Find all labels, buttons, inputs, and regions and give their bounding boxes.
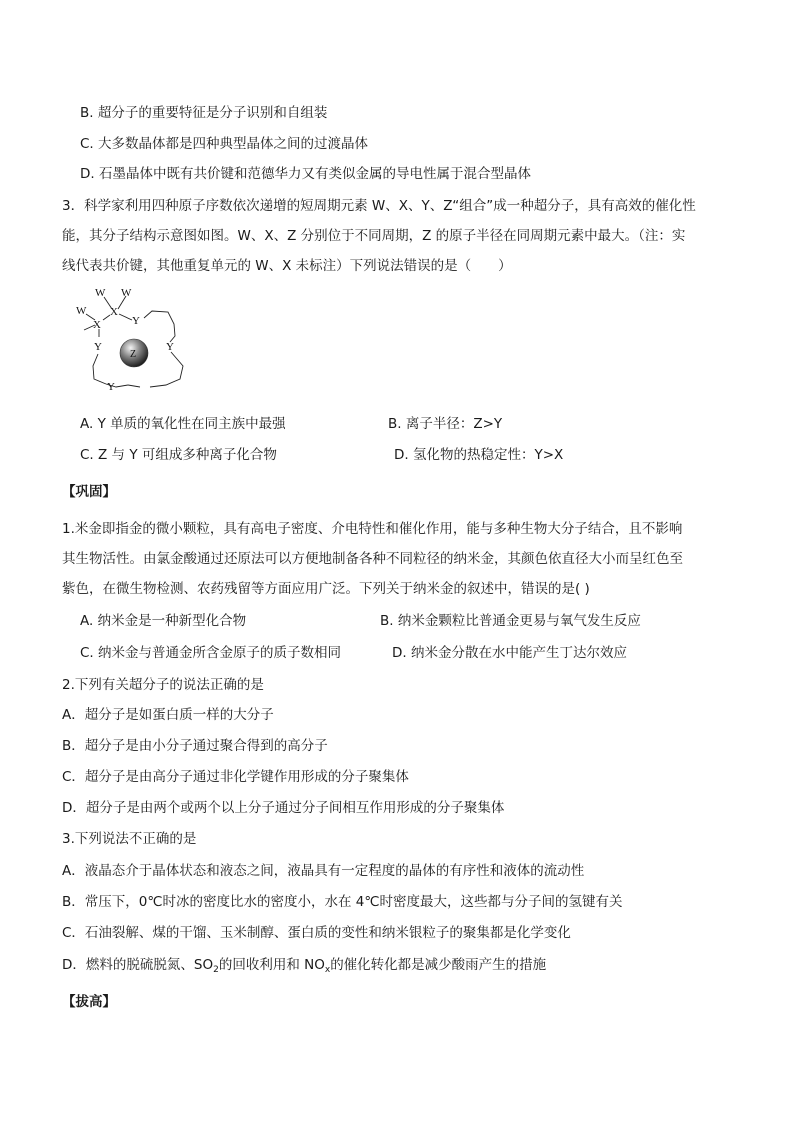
q3-stem-line2: 能，其分子结构示意图如图。W、X、Z 分别位于不同周期，Z 的原子半径在同周期元素中最大。（注：实 [62,228,686,244]
g1-option-c: C. 纳米金与普通金所含金原子的质子数相同 [80,645,342,661]
g1-option-a: A. 纳米金是一种新型化合物 [80,613,247,629]
q3-stem-line1: 3．科学家利用四种原子序数依次递增的短周期元素 W、X、Y、Z“组合”成一种超分子，具有高效的催化性 [62,198,696,214]
g3-option-b: B．常压下，0℃时冰的密度比水的密度小，水在 4℃时密度最大，这些都与分子间的氢键有关 [62,894,623,910]
atom-y-left: Y [94,341,102,353]
g3-stem: 3.下列说法不正确的是 [62,831,197,847]
g1-stem-line1: 1.米金即指金的微小颗粒，具有高电子密度、介电特性和催化作用，能与多种生物大分子结合，且不影响 [62,521,683,537]
g1-stem-line3: 紫色，在微生物检测、农药残留等方面应用广泛。下列关于纳米金的叙述中，错误的是( ) [62,581,590,597]
atom-y-right: Y [166,341,174,353]
section-heading-gonggu: 【巩固】 [62,484,116,500]
q3-stem-line3: 线代表共价键，其他重复单元的 W、X 未标注）下列说法错误的是（ ） [62,258,512,274]
g2-option-c: C．超分子是由高分子通过非化学键作用形成的分子聚集体 [62,769,409,785]
q3-option-d: D. 氢化物的热稳定性：Y>X [394,447,564,463]
supramolecule-structure-figure [68,284,198,402]
q3-option-a: A. Y 单质的氧化性在同主族中最强 [80,416,286,432]
q2-option-c: C. 大多数晶体都是四种典型晶体之间的过渡晶体 [80,136,369,152]
g1-stem-line2: 其生物活性。由氯金酸通过还原法可以方便地制备各种不同粒径的纳米金，其颜色依直径大小而呈红色至 [62,551,683,567]
atom-y-upper: Y [132,315,140,327]
g3-option-a: A．液晶态介于晶体状态和液态之间，液晶具有一定程度的晶体的有序性和液体的流动性 [62,863,585,879]
atom-x-1: X [110,306,118,318]
q2-option-b: B. 超分子的重要特征是分子识别和自组装 [80,105,328,121]
g2-option-b: B．超分子是由小分子通过聚合得到的高分子 [62,738,328,754]
q3-option-b: B. 离子半径：Z>Y [388,416,503,432]
g2-stem: 2.下列有关超分子的说法正确的是 [62,677,264,693]
q3-option-c: C. Z 与 Y 可组成多种离子化合物 [80,447,277,463]
atom-y-lower: Y [107,381,115,393]
g1-option-b: B. 纳米金颗粒比普通金更易与氧气发生反应 [380,613,641,629]
g3-option-d: D．燃料的脱硫脱氮、$SO_2$的回收利用和 $NO_x$的催化转化都是减少酸雨产生的措施 [62,957,547,975]
atom-x-2: X [93,319,101,331]
q2-option-d: D. 石墨晶体中既有共价键和范德华力又有类似金属的导电性属于混合型晶体 [80,166,531,182]
section-heading-bagao: 【拔高】 [62,994,116,1010]
g3-option-c: C．石油裂解、煤的干馏、玉米制醇、蛋白质的变性和纳米银粒子的聚集都是化学变化 [62,925,571,941]
g2-option-d: D．超分子是由两个或两个以上分子通过分子间相互作用形成的分子聚集体 [62,800,505,816]
atom-w-3: W [76,305,87,317]
atom-w-2: W [121,287,132,299]
g2-option-a: A．超分子是如蛋白质一样的大分子 [62,707,274,723]
atom-z: Z [130,349,137,360]
g1-option-d: D. 纳米金分散在水中能产生丁达尔效应 [392,645,627,661]
atom-w-1: W [95,287,106,299]
